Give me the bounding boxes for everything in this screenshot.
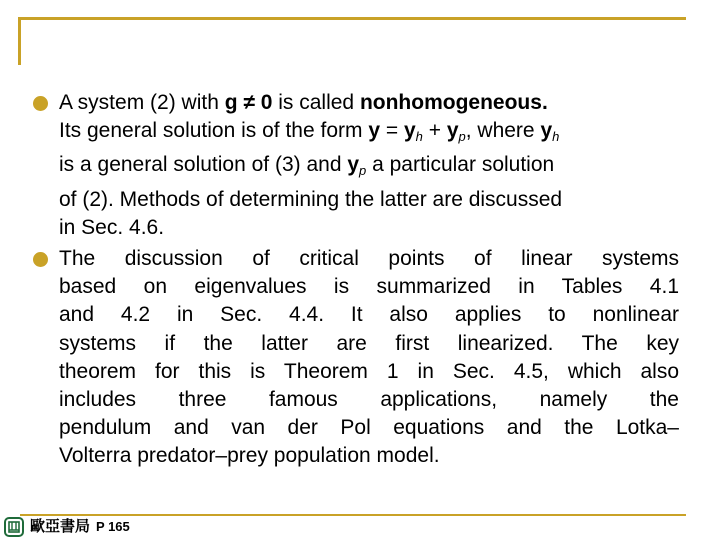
- footer-page-ref: [96, 517, 130, 537]
- bold-term: y: [540, 119, 553, 143]
- text-line: based on eigenvalues is summarized in Tables 4.1: [59, 275, 679, 299]
- text-line: in Sec. 4.6.: [59, 215, 165, 239]
- subscript: p: [458, 129, 466, 145]
- text-line: pendulum and van der Pol equations and the Lotka–: [59, 416, 679, 440]
- text-line: The discussion of critical points of linear systems: [59, 247, 679, 270]
- bold-term: nonhomogeneous.: [359, 91, 548, 114]
- bold-term: y: [368, 119, 381, 143]
- frame-top-rule: [18, 17, 686, 20]
- bullet-dot-icon: [33, 252, 48, 267]
- text-line: A system (2) with g ≠ 0 is called nonhomogeneous.: [59, 91, 548, 114]
- text-line: and 4.2 in Sec. 4.4. It also applies to nonlinear: [59, 303, 679, 327]
- text-line: is a general solution of (3) and $y_p$ a particular solution: [59, 153, 555, 179]
- text-line: Its general solution is of the form $y = y_h + y_p$, where $y_h$: [59, 119, 560, 145]
- text-line: theorem for this is Theorem 1 in Sec. 4.5, which also: [59, 359, 679, 383]
- footer-publisher: 歐亞書局: [30, 518, 91, 535]
- text-line: systems if the latter are first linearized. The key: [59, 331, 679, 355]
- bullet-paragraph-1: [59, 89, 679, 242]
- frame-left-rule: [18, 17, 21, 65]
- bullet-1-text: [59, 89, 679, 242]
- bold-term: y: [446, 119, 459, 143]
- subscript: p: [359, 163, 367, 179]
- bold-term: g ≠ 0: [224, 91, 273, 114]
- bullet-dot-icon: [33, 96, 48, 111]
- text-line: includes three famous applications, namely the: [59, 388, 679, 412]
- bullet-paragraph-2: [59, 245, 679, 471]
- text-line: of (2). Methods of determining the latter are discussed: [59, 187, 563, 211]
- text-line: Volterra predator–prey population model.: [59, 444, 440, 468]
- subscript: h: [552, 129, 560, 145]
- footer-page-number: 165: [108, 519, 130, 534]
- footer: [4, 515, 130, 539]
- bold-term: y: [403, 119, 416, 143]
- bold-term: y: [347, 153, 360, 177]
- bullet-2-text: [59, 245, 679, 471]
- subscript: h: [415, 129, 423, 145]
- publisher-logo-icon: [4, 517, 24, 537]
- footer-page-prefix: P: [96, 519, 105, 534]
